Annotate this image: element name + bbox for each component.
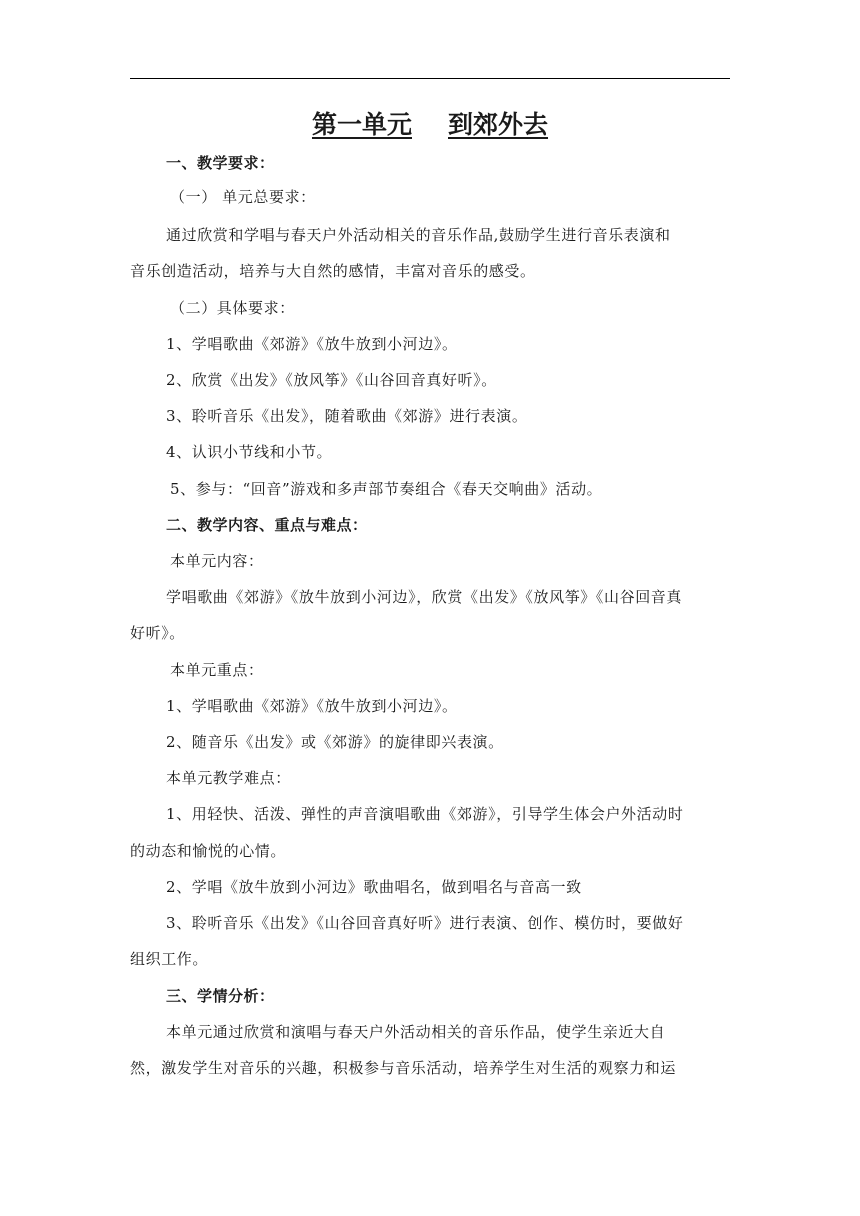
page-title [0, 108, 860, 142]
label-unit-content: 本单元内容： [170, 552, 264, 570]
list-item: 2、欣赏《出发》《放风筝》《山谷回音真好听》。 [166, 371, 497, 389]
list-item: 2、学唱《放牛放到小河边》歌曲唱名，做到唱名与音高一致 [166, 878, 582, 896]
list-item: 2、随音乐《出发》或《郊游》的旋律即兴表演。 [166, 733, 504, 751]
list-item: 5、参与：“回音”游戏和多声部节奏组合《春天交响曲》活动。 [170, 480, 603, 498]
title-unit: 第一单元 [311, 110, 412, 139]
section-heading-teaching-requirements: 一、教学要求： [166, 154, 275, 172]
subheading-specific-requirements: （二）具体要求： [170, 299, 295, 317]
header-rule [130, 78, 730, 79]
paragraph-line: 组织工作。 [130, 950, 209, 968]
paragraph-line: 3、聆听音乐《出发》《山谷回音真好听》进行表演、创作、模仿时，要做好 [166, 914, 684, 932]
section-heading-learner-analysis: 三、学情分析： [166, 987, 275, 1005]
paragraph-line: 本单元通过欣赏和演唱与春天户外活动相关的音乐作品，使学生亲近大自 [166, 1023, 666, 1041]
list-item: 4、认识小节线和小节。 [166, 443, 333, 461]
list-item: 3、聆听音乐《出发》，随着歌曲《郊游》进行表演。 [166, 407, 528, 425]
paragraph-line: 学唱歌曲《郊游》《放牛放到小河边》，欣赏《出发》《放风筝》《山谷回音真 [166, 588, 683, 606]
paragraph-line: 1、用轻快、活泼、弹性的声音演唱歌曲《郊游》，引导学生体会户外活动时 [166, 805, 684, 823]
list-item: 1、学唱歌曲《郊游》《放牛放到小河边》。 [166, 335, 458, 353]
label-unit-key-points: 本单元重点： [170, 661, 264, 679]
paragraph-line: 的动态和愉悦的心情。 [130, 842, 287, 860]
paragraph-line: 音乐创造活动，培养与大自然的感情，丰富对音乐的感受。 [130, 262, 536, 280]
section-heading-content-focus-difficulty: 二、教学内容、重点与难点： [166, 516, 368, 534]
subheading-overall-requirements: （一） 单元总要求： [170, 188, 316, 206]
paragraph-line: 通过欣赏和学唱与春天户外活动相关的音乐作品,鼓励学生进行音乐表演和 [166, 226, 671, 244]
title-topic: 到郊外去 [448, 110, 549, 139]
list-item: 1、学唱歌曲《郊游》《放牛放到小河边》。 [166, 697, 458, 715]
paragraph-line: 好听》。 [130, 624, 185, 642]
label-unit-difficulties: 本单元教学难点： [166, 769, 291, 787]
paragraph-line: 然，激发学生对音乐的兴趣，积极参与音乐活动，培养学生对生活的观察力和运 [130, 1059, 677, 1077]
